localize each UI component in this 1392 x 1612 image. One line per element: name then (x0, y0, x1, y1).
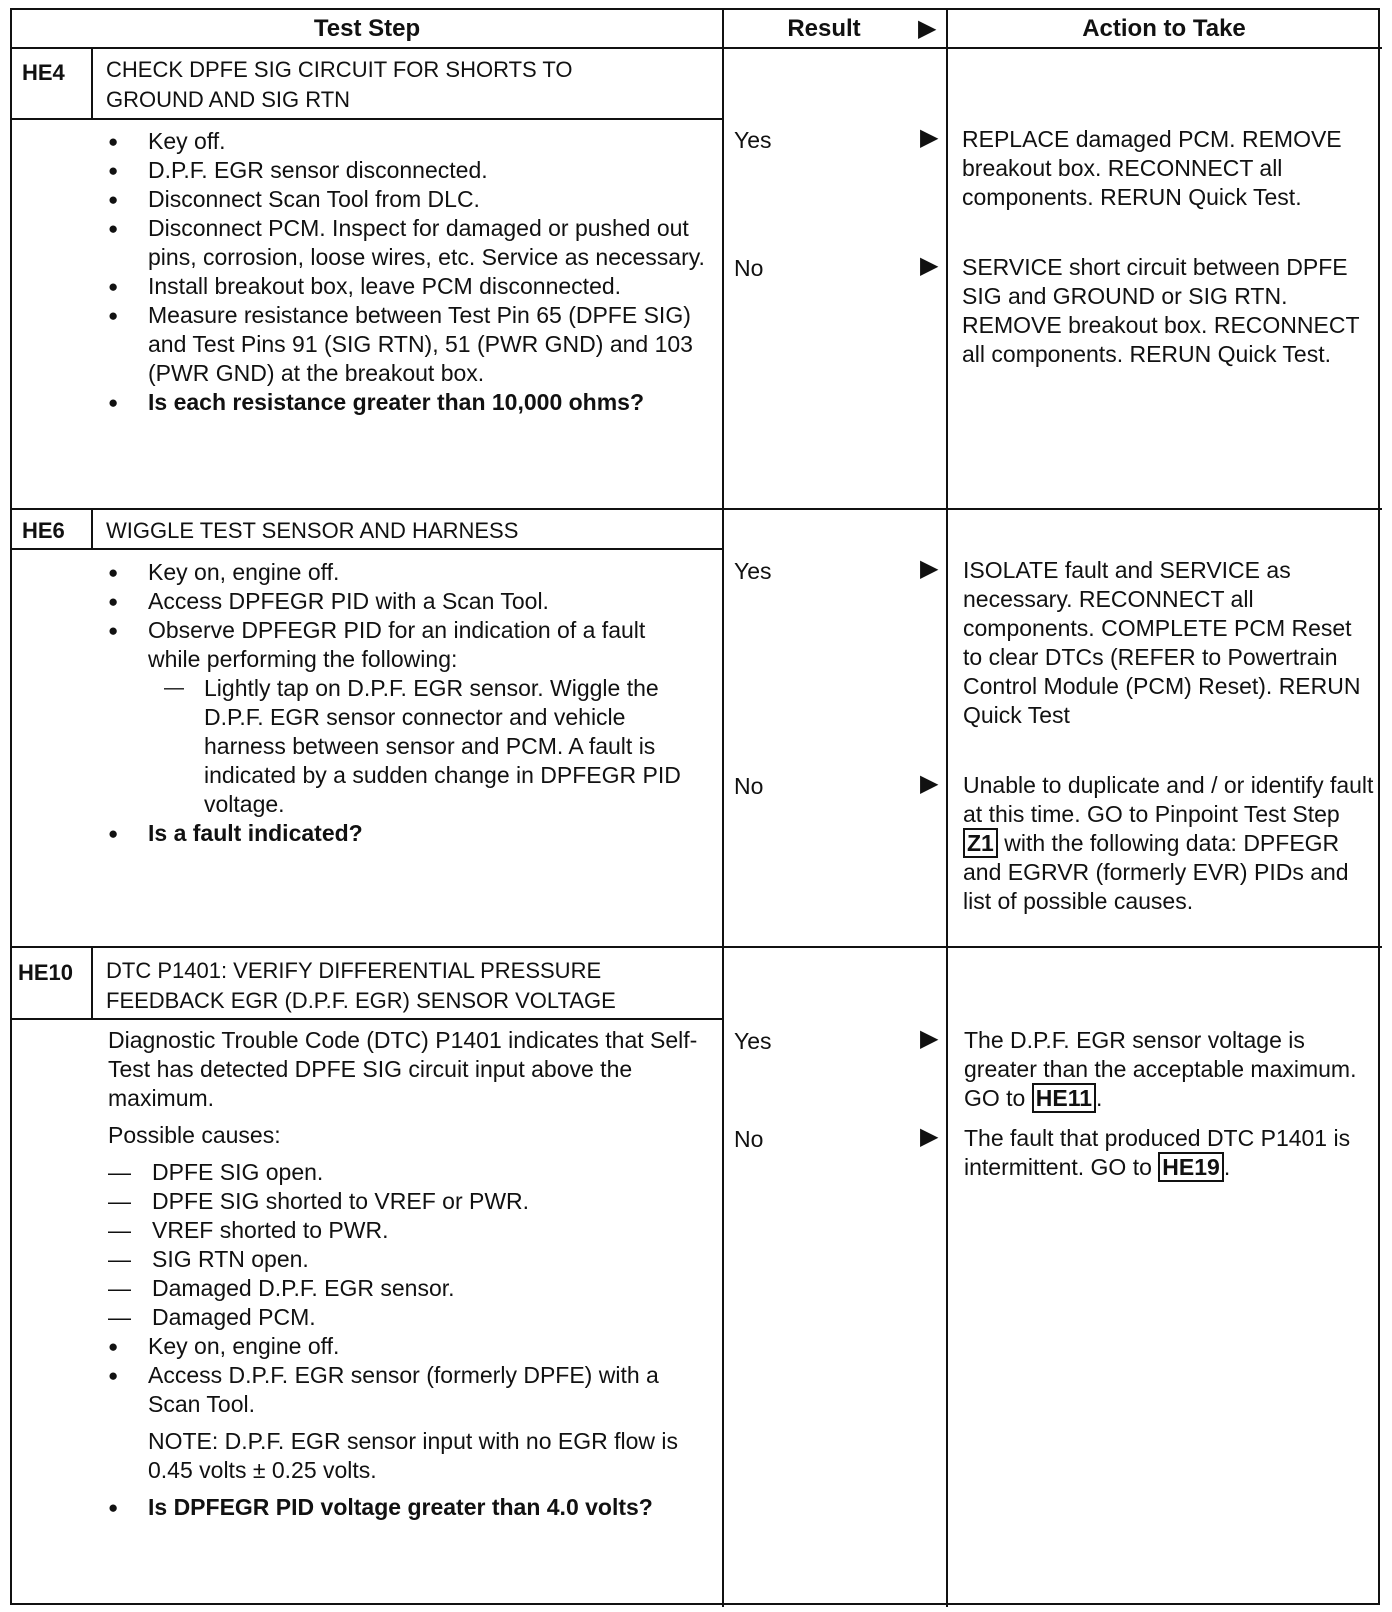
list-item: ● Access D.P.F. EGR sensor (formerly DPFE) with a Scan Tool. (108, 1361, 708, 1419)
list-item: ● Disconnect PCM. Inspect for damaged or pushed out pins, corrosion, loose wires, etc. Service as necessary. (108, 214, 708, 272)
he4-no-label: No (734, 255, 764, 281)
he4-no-arrow-icon: ▶ (920, 252, 939, 279)
list-item: ● Install breakout box, leave PCM disconnected. (108, 272, 708, 301)
step-title-he10: DTC P1401: VERIFY DIFFERENTIAL PRESSURE FEEDBACK EGR (D.P.F. EGR) SENSOR VOLTAGE (106, 958, 616, 1013)
column-divider-action (946, 8, 948, 1607)
he6-title-divider (10, 548, 724, 550)
he4-steps-list (108, 127, 708, 417)
he10-no-action-text-post: . (1223, 1154, 1231, 1180)
he6-yes-label: Yes (734, 558, 772, 584)
he10-no-action (964, 1124, 1374, 1182)
he10-yes-arrow-icon: ▶ (920, 1025, 939, 1052)
list-item: ● Access DPFEGR PID with a Scan Tool. (108, 587, 698, 616)
he4-row-divider (10, 508, 1382, 510)
list-item: ● Disconnect Scan Tool from DLC. (108, 185, 708, 214)
he4-no-action: SERVICE short circuit between DPFE SIG and GROUND or SIG RTN. REMOVE breakout box. RECONNECT all components. RERUN Quick Test. (962, 254, 1360, 367)
he4-title-divider (10, 118, 724, 120)
list-item: — Damaged D.P.F. EGR sensor. (108, 1274, 708, 1303)
he10-causes-label: Possible causes: (108, 1122, 281, 1148)
he10-body (108, 1026, 708, 1522)
he10-intro: Diagnostic Trouble Code (DTC) P1401 indicates that Self-Test has detected DPFE SIG circuit input above the maximum. (108, 1027, 698, 1111)
list-item: ● Observe DPFEGR PID for an indication of a fault while performing the following: (108, 616, 698, 674)
list-item: ● D.P.F. EGR sensor disconnected. (108, 156, 708, 185)
step-ref-z1: Z1 (963, 828, 998, 858)
he10-question-list (108, 1493, 708, 1522)
list-item: — DPFE SIG shorted to VREF or PWR. (108, 1187, 708, 1216)
he6-no-label: No (734, 773, 764, 799)
step-ref-he11: HE11 (1032, 1083, 1096, 1113)
id-divider-he10 (91, 948, 93, 1020)
he10-title-divider (10, 1018, 724, 1020)
he10-yes-action-text: The D.P.F. EGR sensor voltage is greater than the acceptable maximum. GO to (964, 1027, 1357, 1111)
list-item: — DPFE SIG open. (108, 1158, 708, 1187)
step-id-he6: HE6 (22, 518, 65, 543)
he10-yes-label: Yes (734, 1028, 772, 1054)
list-item: ● Key off. (108, 127, 708, 156)
list-item: — SIG RTN open. (108, 1245, 708, 1274)
he6-steps-list (108, 558, 698, 848)
he10-steps-list (108, 1332, 708, 1419)
list-item-question: ● Is each resistance greater than 10,000 ohms? (108, 388, 708, 417)
he6-yes-action: ISOLATE fault and SERVICE as necessary. RECONNECT all components. COMPLETE PCM Reset to clear DTCs (REFER to Powertrain Control Module (PCM) Reset). RERUN Quick Test (963, 557, 1361, 728)
list-item: ● Measure resistance between Test Pin 65 (DPFE SIG) and Test Pins 91 (SIG RTN), 51 (PWR GND) and 103 (PWR GND) at the breakout box. (108, 301, 708, 388)
he10-yes-action-text-post: . (1096, 1085, 1103, 1111)
list-item: ● Key on, engine off. (108, 1332, 708, 1361)
header-test-step: Test Step (313, 15, 421, 42)
he6-row-divider (10, 946, 1382, 948)
list-sub-item: — Lightly tap on D.P.F. EGR sensor. Wiggle the D.P.F. EGR sensor connector and vehicle harness between sensor and PCM. A fault is indicated by a sudden change in DPFEGR PID voltage. (108, 674, 698, 819)
header-arrow-icon: ▶ (918, 15, 937, 42)
header-divider (10, 47, 1382, 49)
id-divider-he4 (91, 49, 93, 119)
he6-no-arrow-icon: ▶ (920, 770, 939, 797)
list-item-question: ● Is a fault indicated? (108, 819, 698, 848)
he6-no-action-text-post: with the following data: DPFEGR and EGRVR (formerly EVR) PIDs and list of possible causes. (963, 830, 1349, 914)
he6-no-action-text: Unable to duplicate and / or identify fault at this time. GO to Pinpoint Test Step (963, 772, 1374, 827)
he4-yes-arrow-icon: ▶ (920, 124, 939, 151)
list-item: ● Key on, engine off. (108, 558, 698, 587)
he4-yes-action: REPLACE damaged PCM. REMOVE breakout box. RECONNECT all components. RERUN Quick Test. (962, 126, 1342, 210)
he10-yes-action (964, 1026, 1374, 1113)
header-action: Action to Take (1082, 15, 1246, 42)
list-item: — Damaged PCM. (108, 1303, 708, 1332)
list-item-question: ● Is DPFEGR PID voltage greater than 4.0 volts? (108, 1493, 708, 1522)
he4-yes-label: Yes (734, 127, 772, 153)
he10-no-arrow-icon: ▶ (920, 1123, 939, 1150)
step-id-he10: HE10 (18, 960, 74, 985)
id-divider-he6 (91, 510, 93, 550)
step-title-he6: WIGGLE TEST SENSOR AND HARNESS (106, 518, 519, 543)
step-id-he4: HE4 (22, 60, 65, 85)
he10-no-action-text: The fault that produced DTC P1401 is intermittent. GO to (964, 1125, 1351, 1180)
step-title-he4: CHECK DPFE SIG CIRCUIT FOR SHORTS TO GROUND AND SIG RTN (106, 57, 573, 112)
column-divider-result (722, 8, 724, 1607)
he6-yes-arrow-icon: ▶ (920, 555, 939, 582)
list-item: — VREF shorted to PWR. (108, 1216, 708, 1245)
he6-no-action (963, 771, 1375, 916)
he10-causes-list (108, 1158, 708, 1332)
he10-no-label: No (734, 1126, 764, 1152)
he10-note: NOTE: D.P.F. EGR sensor input with no EGR flow is 0.45 volts ± 0.25 volts. (148, 1428, 679, 1483)
step-ref-he19: HE19 (1158, 1152, 1224, 1182)
header-result: Result (787, 15, 861, 42)
